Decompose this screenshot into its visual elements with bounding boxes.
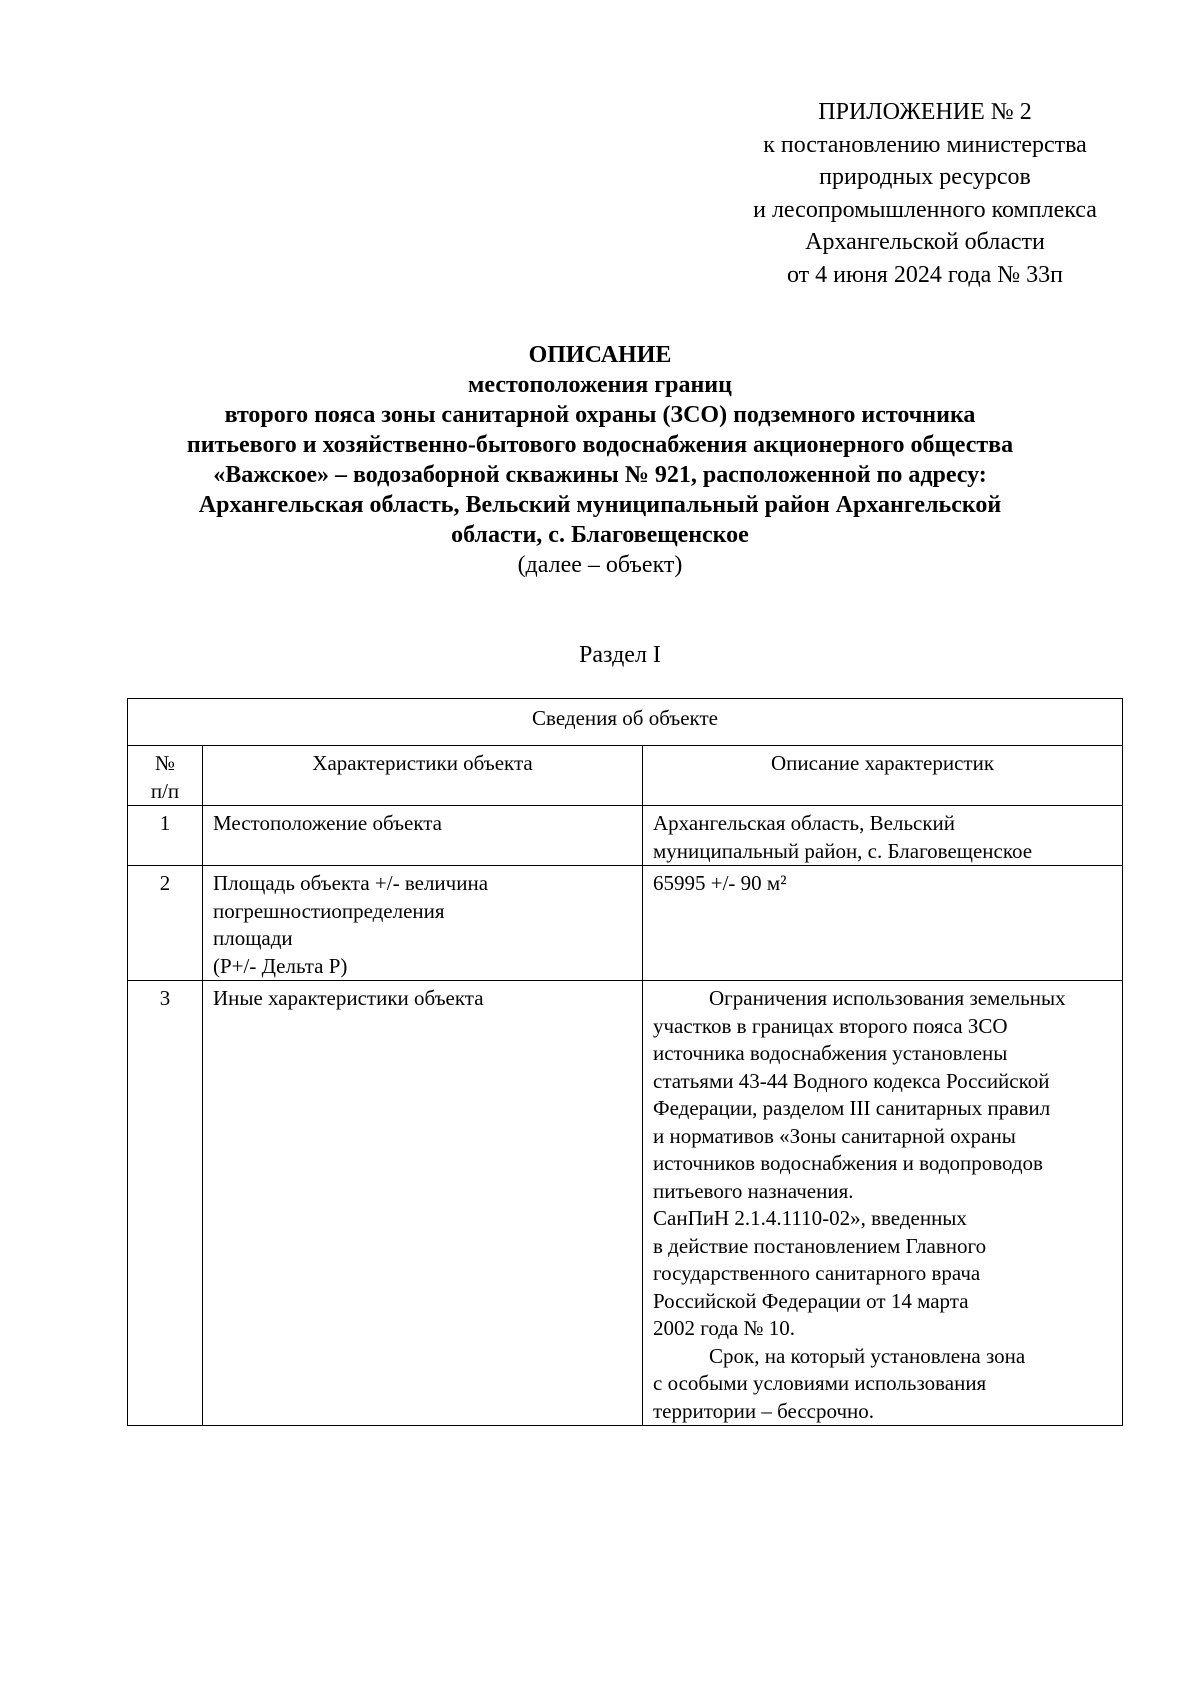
cell-line: площади (213, 926, 293, 950)
header-num-line: п/п (150, 778, 180, 803)
table-row (128, 866, 1123, 981)
object-info-table (127, 698, 1123, 1426)
cell-line: Федерации, разделом III санитарных правил (653, 1096, 1051, 1120)
cell-line: государственного санитарного врача (653, 1261, 981, 1285)
table-caption: Сведения об объекте (128, 699, 1123, 746)
cell-line: в действие постановлением Главного (653, 1233, 987, 1258)
annex-line: к постановлению министерства (763, 131, 1087, 158)
cell-line: Архангельская область, Вельский (653, 811, 956, 835)
annex-line: Архангельской области (805, 229, 1045, 255)
title-line: «Важское» – водозаборной скважины № 921, расположенной по адресу: (213, 462, 987, 488)
annex-header (710, 96, 1140, 291)
row-characteristic (203, 981, 643, 1426)
annex-line: ПРИЛОЖЕНИЕ № 2 (818, 99, 1032, 125)
row-description (643, 866, 1123, 981)
cell-line: источника водоснабжения установлены (653, 1041, 1008, 1065)
table-row (128, 806, 1123, 866)
row-description (643, 981, 1123, 1426)
table-caption-row (128, 699, 1123, 746)
row-num: 3 (128, 981, 203, 1426)
cell-line: 65995 +/- 90 м² (653, 871, 787, 895)
cell-line: питьевого назначения. (653, 1178, 854, 1203)
annex-line: и лесопромышленного комплекса (753, 196, 1097, 223)
cell-line: Ограничения использования земельных (709, 986, 1066, 1010)
header-description: Описание характеристик (643, 746, 1123, 806)
table-row (128, 981, 1123, 1426)
section-title: Раздел I (579, 642, 661, 668)
row-num: 1 (128, 806, 203, 866)
cell-line: участков в границах второго пояса ЗСО (653, 1013, 1008, 1038)
header-characteristic: Характеристики объекта (203, 746, 643, 806)
row-characteristic (203, 866, 643, 981)
cell-line: 2002 года № 10. (653, 1316, 796, 1340)
cell-line: статьями 43-44 Водного кодекса Российской (653, 1068, 1050, 1093)
annex-line: от 4 июня 2024 года № 33п (787, 261, 1063, 288)
cell-line: источников водоснабжения и водопроводов (653, 1151, 1043, 1175)
cell-line: СанПиН 2.1.4.1110-02», введенных (653, 1206, 967, 1230)
header-num-line: № (154, 751, 176, 775)
cell-line: Площадь объекта +/- величина (213, 871, 489, 895)
cell-line: (P+/- Дельта P) (213, 953, 348, 978)
row-characteristic (203, 806, 643, 866)
title-line: Архангельская область, Вельский муниципальный район Архангельской (198, 492, 1002, 518)
annex-line: природных ресурсов (819, 164, 1031, 190)
row-num: 2 (128, 866, 203, 981)
title-line: местоположения границ (468, 372, 732, 398)
cell-line: Местоположение объекта (213, 811, 443, 835)
cell-line: Иные характеристики объекта (213, 986, 484, 1010)
table-header-row (128, 746, 1123, 806)
title-heading: ОПИСАНИЕ (528, 342, 672, 368)
cell-line: территории – бессрочно. (653, 1398, 875, 1423)
cell-line: муниципальный район, с. Благовещенское (653, 838, 1033, 863)
cell-line: Срок, на который установлена зона (709, 1343, 1026, 1368)
cell-line: погрешностиопределения (213, 898, 445, 923)
document-title (100, 340, 1100, 580)
title-line: второго пояса зоны санитарной охраны (ЗСО) подземного источника (224, 402, 976, 428)
cell-line: и нормативов «Зоны санитарной охраны (653, 1123, 1016, 1148)
title-line: питьевого и хозяйственно-бытового водоснабжения акционерного общества (186, 432, 1014, 458)
cell-line: с особыми условиями использования (653, 1371, 987, 1395)
row-description (643, 806, 1123, 866)
header-num (128, 746, 203, 806)
title-note: (далее – объект) (517, 552, 683, 578)
cell-line: Российской Федерации от 14 марта (653, 1288, 969, 1313)
title-line: области, с. Благовещенское (451, 522, 749, 548)
